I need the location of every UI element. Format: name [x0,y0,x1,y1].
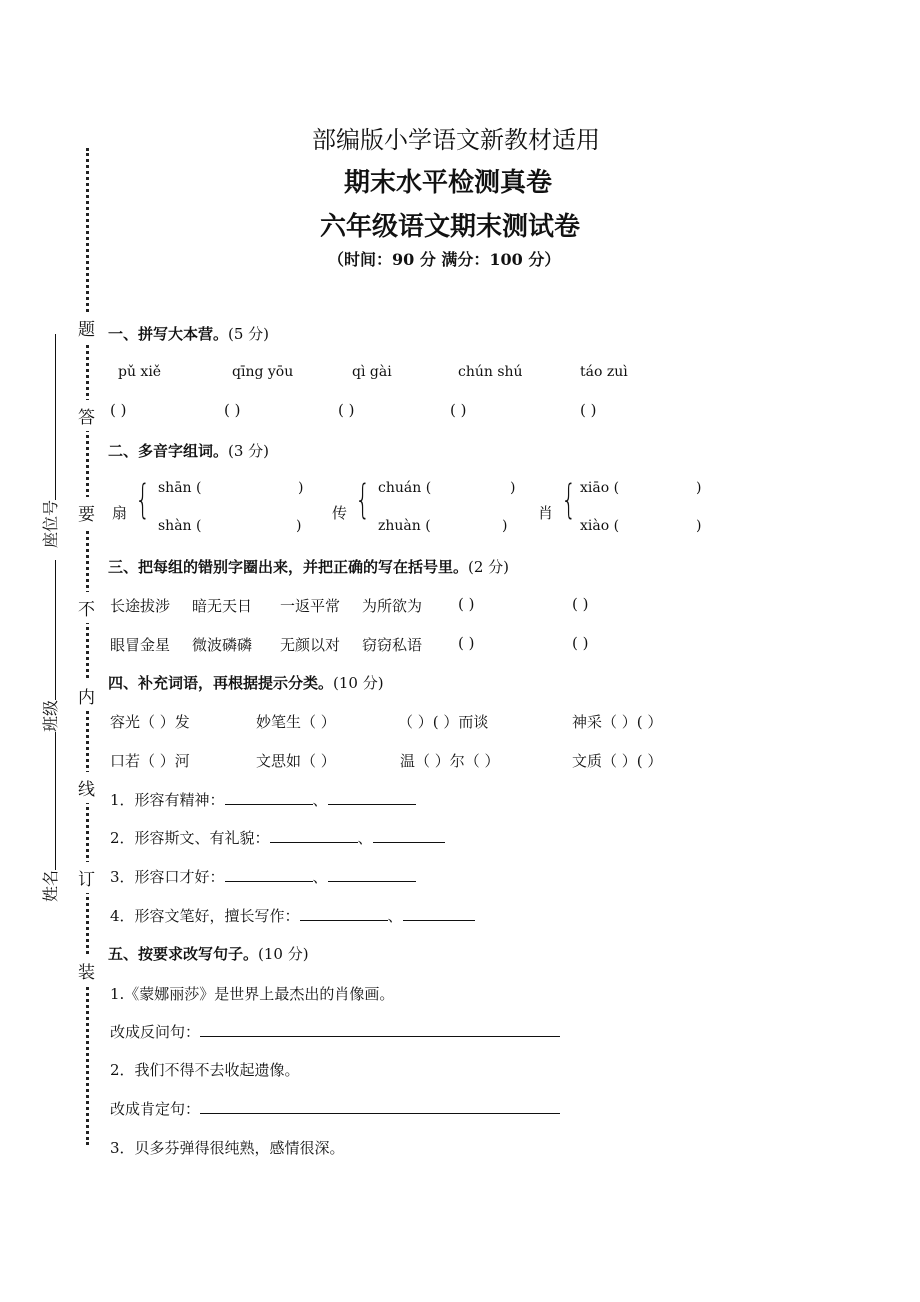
rewrite-question-3: 3．贝多芬弹得很纯熟，感情很深。 [110,1139,345,1157]
polyphone-reading-bottom: shàn ( [158,518,202,534]
polyphone-reading-bottom: xiào ( [580,518,620,534]
pinyin-2: qīng yōu [232,364,294,380]
title-primary: 期末水平检测真卷 [344,168,553,198]
pinyin-4: chún shú [458,364,523,380]
fill-line[interactable] [328,867,416,882]
subtitle: 部编版小学语文新教材适用 [312,126,600,154]
binding-char: 题 [78,312,95,343]
brace-icon: { [135,477,151,523]
polyphone-char: 肖 [538,504,554,522]
binding-dotted-line [86,148,89,1145]
section-5-heading: 五、按要求改写句子。(10 分) [108,945,309,963]
fill-line[interactable] [225,867,313,882]
answer-blank[interactable]: ( ) [338,401,355,419]
name-field[interactable] [38,732,61,902]
idiom-fill[interactable]: 温（ ）尔（ ） [400,752,500,770]
brace-icon: { [355,477,371,523]
idiom: 无颜以对 [280,636,341,654]
fill-line[interactable] [300,906,388,921]
paren-close: ) [298,480,304,496]
name-label: 姓名 [41,869,60,902]
section-2-heading: 二、多音字组词。(3 分) [108,442,270,460]
idiom-fill[interactable]: 文思如（ ） [256,752,336,770]
binding-char: 线 [78,772,95,803]
answer-blank[interactable]: ( ) [580,401,597,419]
rewrite-answer-2: 改成肯定句： [110,1098,560,1119]
answer-blank[interactable]: ( ) [110,401,127,419]
answer-blank[interactable]: ( ) [458,595,475,613]
seat-number-label: 座位号 [41,499,60,548]
brace-icon: { [561,477,577,523]
polyphone-reading-top: shān ( [158,480,202,496]
idiom: 长途拔涉 [110,597,171,615]
section-3-heading: 三、把每组的错别字圈出来，并把正确的写在括号里。(2 分) [108,558,510,576]
fill-line[interactable] [328,790,416,805]
rewrite-answer-1: 改成反问句： [110,1021,560,1042]
idiom-fill[interactable]: （ ）( ）而谈 [398,713,489,731]
paren-close: ) [296,518,302,534]
binding-char: 内 [78,680,95,711]
rewrite-question-2: 2．我们不得不去收起遗像。 [110,1061,300,1079]
rewrite-question-1: 1.《蒙娜丽莎》是世界上最杰出的肖像画。 [110,985,395,1003]
pinyin-3: qì gài [352,364,392,380]
answer-line[interactable] [200,1099,560,1114]
section-1-heading: 一、拼写大本营。(5 分) [108,325,270,343]
answer-blank[interactable]: ( ) [572,634,589,652]
answer-blank[interactable]: ( ) [458,634,475,652]
classify-prompt: 1．形容有精神： 、 [110,789,416,810]
polyphone-reading-top: chuán ( [378,480,432,496]
polyphone-reading-bottom: zhuàn ( [378,518,431,534]
fill-line[interactable] [270,828,358,843]
idiom: 一返平常 [280,597,341,615]
paren-close: ) [696,518,702,534]
classify-prompt: 4．形容文笔好，擅长写作： 、 [110,905,475,926]
exam-meta: （时间：90 分 满分：100 分） [328,250,561,269]
binding-char: 答 [78,400,95,431]
idiom-fill[interactable]: 文质（ ）( ） [572,752,663,770]
pinyin-1: pǔ xiě [118,364,162,380]
idiom: 眼冒金星 [110,636,171,654]
answer-blank[interactable]: ( ) [224,401,241,419]
binding-char: 装 [78,955,95,986]
idiom: 为所欲为 [362,597,423,615]
idiom-fill[interactable]: 容光（ ）发 [110,713,190,731]
title-secondary: 六年级语文期末测试卷 [320,212,581,242]
seat-number-field[interactable] [38,334,61,548]
section-4-heading: 四、补充词语，再根据提示分类。(10 分) [108,674,384,692]
classify-prompt: 3．形容口才好： 、 [110,866,416,887]
polyphone-char: 传 [332,504,348,522]
idiom: 窃窃私语 [362,636,423,654]
classify-prompt: 2．形容斯文、有礼貌： 、 [110,827,445,848]
idiom-fill[interactable]: 神采（ ）( ） [572,713,663,731]
idiom: 微波磷磷 [192,636,253,654]
idiom: 暗无天日 [192,597,253,615]
binding-char: 不 [78,592,95,623]
paren-close: ) [502,518,508,534]
binding-char: 要 [78,497,95,528]
binding-char: 订 [78,862,95,893]
pinyin-5: táo zuì [580,364,628,380]
class-field[interactable] [38,560,61,732]
paren-close: ) [696,480,702,496]
class-label: 班级 [41,699,60,732]
fill-line[interactable] [225,790,313,805]
fill-line[interactable] [373,828,445,843]
idiom-fill[interactable]: 口若（ ）河 [110,752,190,770]
polyphone-char: 扇 [112,504,128,522]
answer-line[interactable] [200,1022,560,1037]
fill-line[interactable] [403,906,475,921]
idiom-fill[interactable]: 妙笔生（ ） [256,713,336,731]
answer-blank[interactable]: ( ) [450,401,467,419]
paren-close: ) [510,480,516,496]
answer-blank[interactable]: ( ) [572,595,589,613]
polyphone-reading-top: xiāo ( [580,480,620,496]
